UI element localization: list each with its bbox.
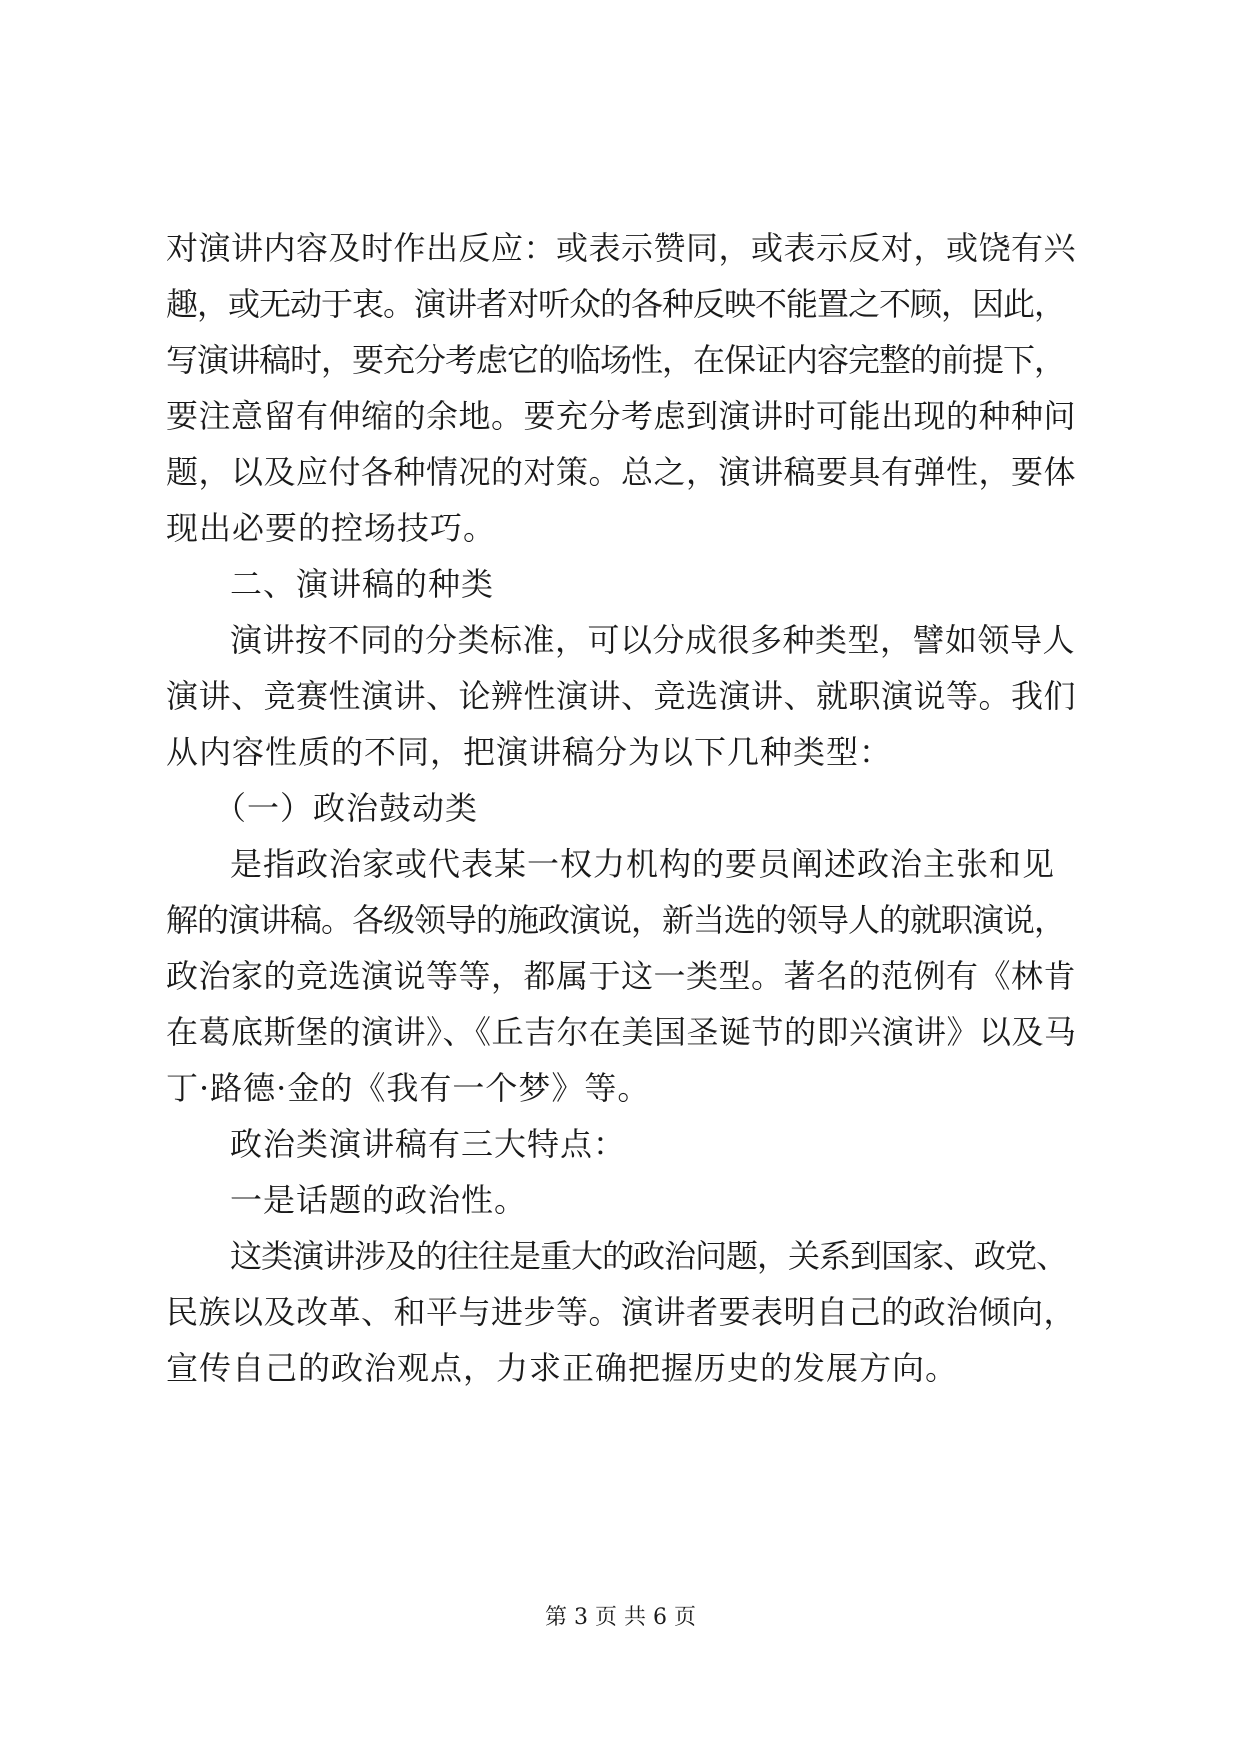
text-line: 题，以及应付各种情况的对策。总之，演讲稿要具有弹性，要体 xyxy=(166,453,1077,491)
text-line: 现出必要的控场技巧。 xyxy=(166,509,497,547)
text-line: 解的演讲稿。各级领导的施政演说，新当选的领导人的就职演说， xyxy=(166,901,1066,939)
text-line: 政治类演讲稿有三大特点： xyxy=(230,1125,627,1163)
text-line: 政治家的竞选演说等等，都属于这一类型。著名的范例有《林肯 xyxy=(166,957,1077,995)
text-line: 在葛底斯堡的演讲》、《丘吉尔在美国圣诞节的即兴演讲》以及马 xyxy=(166,1013,1077,1051)
subsection-heading: （一）政治鼓动类 xyxy=(214,789,479,827)
text-line: 演讲、竞赛性演讲、论辨性演讲、竞选演讲、就职演说等。我们 xyxy=(166,677,1077,715)
text-line: 趣，或无动于衷。演讲者对听众的各种反映不能置之不顾，因此， xyxy=(166,285,1066,323)
text-line: 是指政治家或代表某一权力机构的要员阐述政治主张和见 xyxy=(230,845,1056,883)
text-line: 对演讲内容及时作出反应：或表示赞同，或表示反对，或饶有兴 xyxy=(166,229,1077,267)
page-number-footer: 第 3 页 共 6 页 xyxy=(545,1605,696,1630)
section-heading: 二、演讲稿的种类 xyxy=(230,565,495,603)
text-line: 演讲按不同的分类标准，可以分成很多种类型，譬如领导人 xyxy=(230,621,1076,659)
text-line: 从内容性质的不同，把演讲稿分为以下几种类型： xyxy=(166,733,893,771)
text-line: 要注意留有伸缩的余地。要充分考虑到演讲时可能出现的种种问 xyxy=(166,397,1077,435)
text-line: 宣传自己的政治观点，力求正确把握历史的发展方向。 xyxy=(166,1349,959,1387)
text-line: 一是话题的政治性。 xyxy=(230,1181,528,1219)
text-line: 丁·路德·金的《我有一个梦》等。 xyxy=(166,1069,651,1107)
text-line: 这类演讲涉及的往往是重大的政治问题，关系到国家、政党、 xyxy=(230,1237,1068,1275)
text-line: 写演讲稿时，要充分考虑它的临场性，在保证内容完整的前提下， xyxy=(166,341,1066,379)
text-line: 民族以及改革、和平与进步等。演讲者要表明自己的政治倾向， xyxy=(166,1293,1077,1331)
